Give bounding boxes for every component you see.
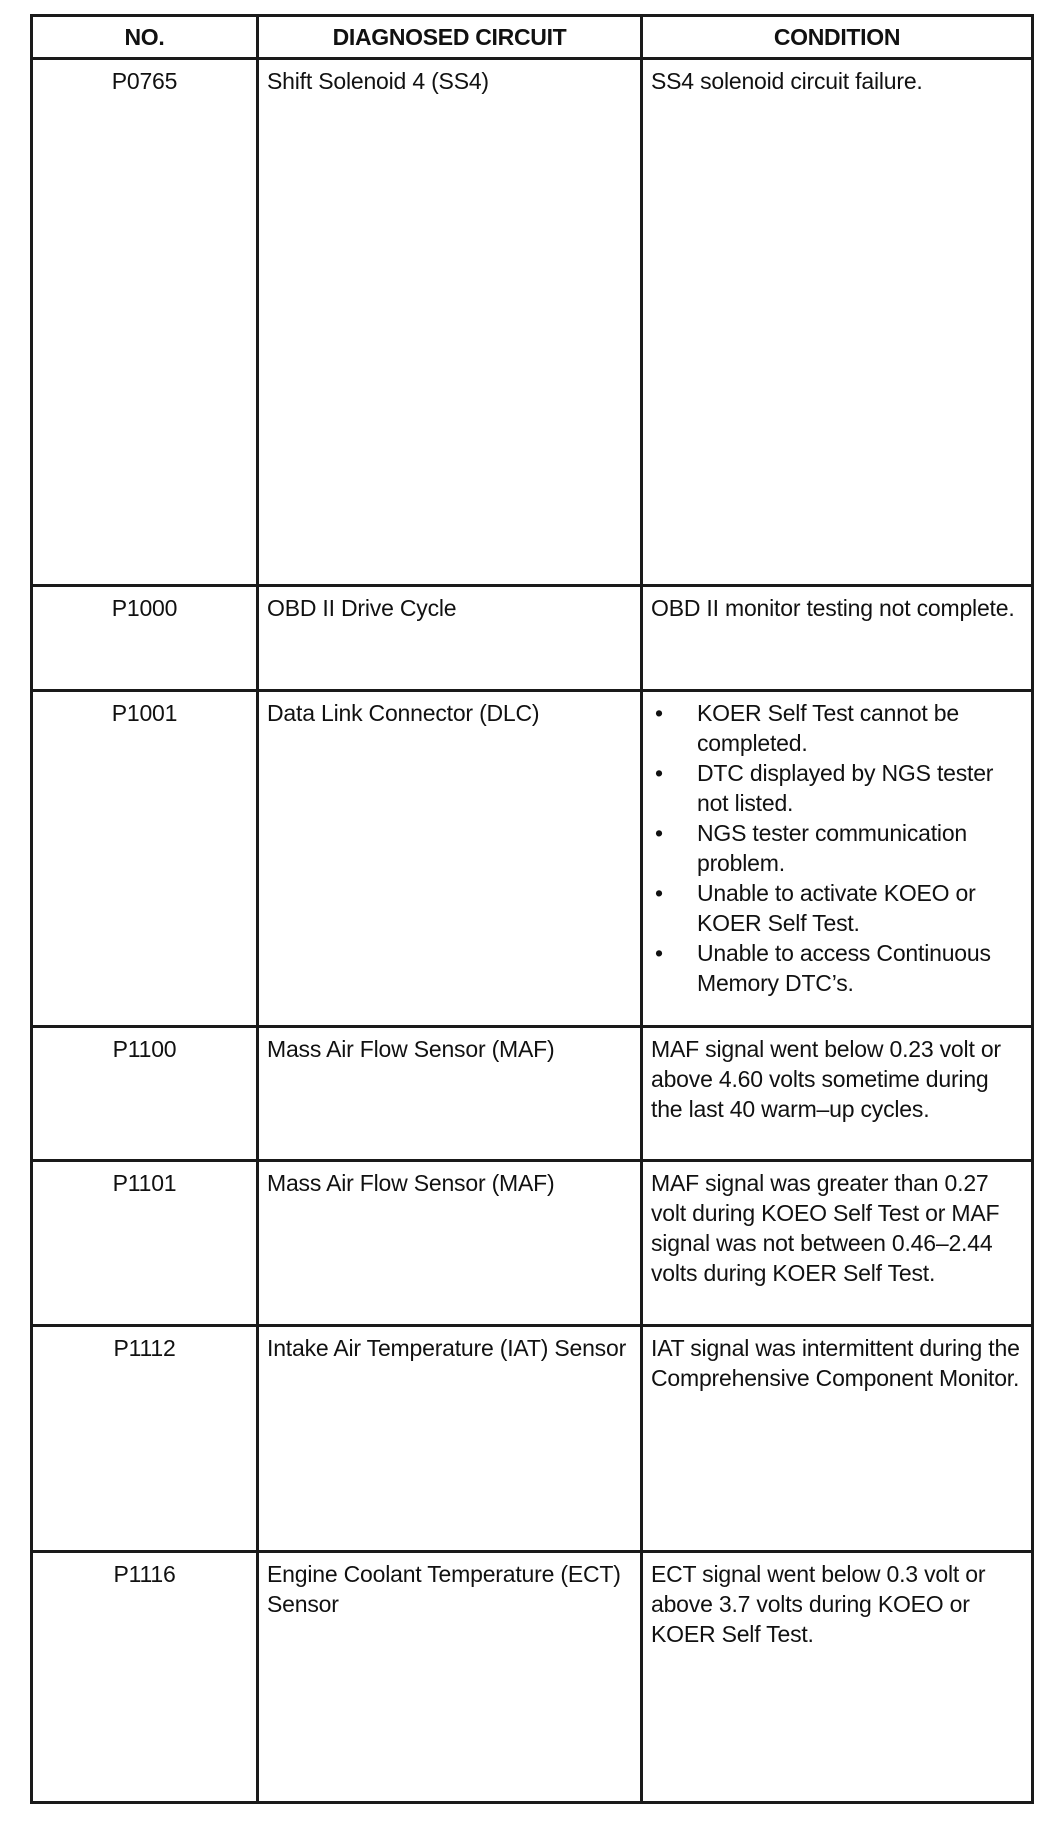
table-row — [32, 1326, 1033, 1552]
condition: OBD II monitor testing not complete. — [642, 586, 1033, 691]
bullet-icon: • — [655, 820, 663, 846]
diagnosed-circuit: Engine Coolant Temperature (ECT) Sensor — [258, 1552, 642, 1803]
bullet-icon: • — [655, 760, 663, 786]
condition-list-item: • NGS tester communication problem. — [655, 820, 968, 876]
condition: SS4 solenoid circuit failure. — [642, 59, 1033, 586]
bullet-icon: • — [655, 940, 663, 966]
dtc-code: P1000 — [32, 586, 258, 691]
condition: MAF signal went below 0.23 volt or above 4.60 volts sometime during the last 40 warm–up cycles. — [642, 1027, 1033, 1161]
header-diagnosed-circuit: DIAGNOSED CIRCUIT — [258, 16, 642, 59]
diagnosed-circuit: Intake Air Temperature (IAT) Sensor — [258, 1326, 642, 1552]
condition — [642, 691, 1033, 1027]
table-row — [32, 59, 1033, 586]
bullet-icon: • — [655, 880, 663, 906]
condition-list-item: • DTC displayed by NGS tester not listed. — [655, 760, 994, 816]
dtc-code: P0765 — [32, 59, 258, 586]
dtc-code: P1116 — [32, 1552, 258, 1803]
table-row — [32, 1027, 1033, 1161]
diagnosed-circuit: Mass Air Flow Sensor (MAF) — [258, 1027, 642, 1161]
bullet-icon: • — [655, 700, 663, 726]
diagnosed-circuit: Mass Air Flow Sensor (MAF) — [258, 1161, 642, 1326]
dtc-code: P1112 — [32, 1326, 258, 1552]
condition-list — [651, 698, 1023, 998]
condition: MAF signal was greater than 0.27 volt during KOEO Self Test or MAF signal was not between 0.46–2.44 volts during KOER Self Test. — [642, 1161, 1033, 1326]
header-row — [32, 16, 1033, 59]
table-row — [32, 586, 1033, 691]
diagnosed-circuit: Shift Solenoid 4 (SS4) — [258, 59, 642, 586]
table-row — [32, 1161, 1033, 1326]
header-no: NO. — [32, 16, 258, 59]
dtc-code: P1100 — [32, 1027, 258, 1161]
table-row — [32, 691, 1033, 1027]
diagnosed-circuit: Data Link Connector (DLC) — [258, 691, 642, 1027]
header-condition: CONDITION — [642, 16, 1033, 59]
condition: IAT signal was intermittent during the Comprehensive Component Monitor. — [642, 1326, 1033, 1552]
table-row — [32, 1552, 1033, 1803]
condition-list-item: • Unable to access Continuous Memory DTC’s. — [655, 940, 991, 996]
condition: ECT signal went below 0.3 volt or above 3.7 volts during KOEO or KOER Self Test. — [642, 1552, 1033, 1803]
dtc-code: P1001 — [32, 691, 258, 1027]
condition-list-item: • Unable to activate KOEO or KOER Self Test. — [655, 880, 976, 936]
diagnosed-circuit: OBD II Drive Cycle — [258, 586, 642, 691]
dtc-code: P1101 — [32, 1161, 258, 1326]
condition-list-item: • KOER Self Test cannot be completed. — [655, 700, 959, 756]
dtc-table — [30, 14, 1034, 1804]
